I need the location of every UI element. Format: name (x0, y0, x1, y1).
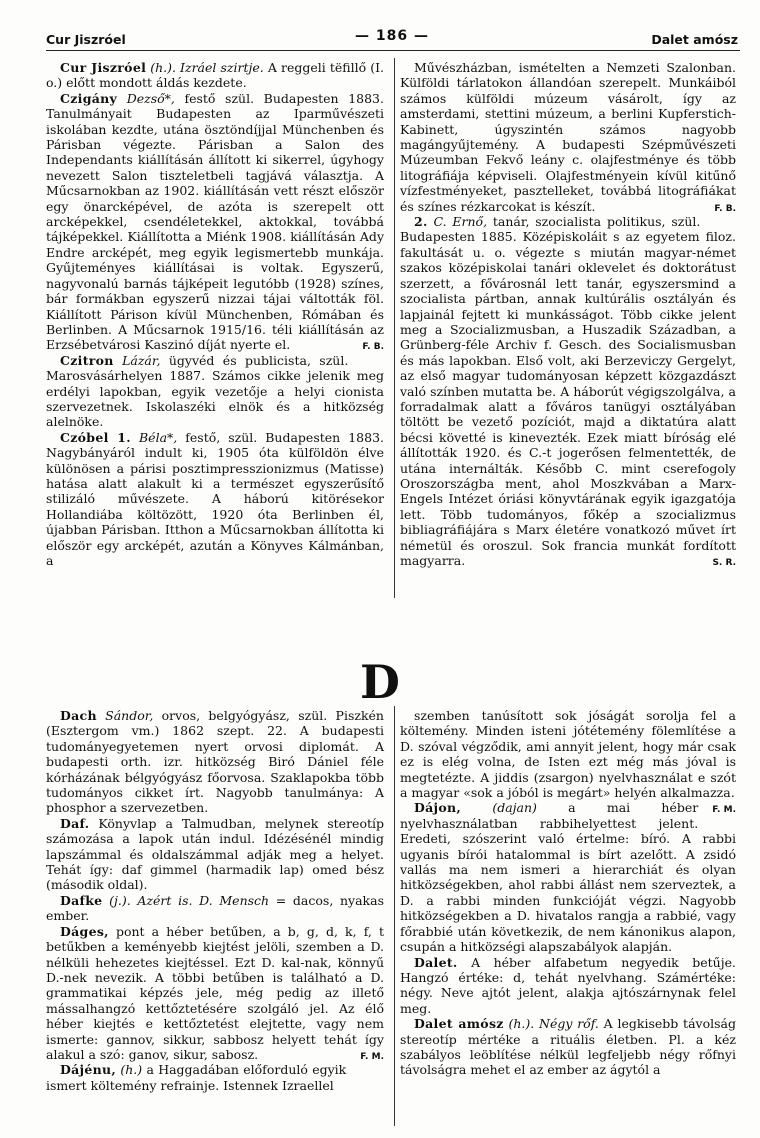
section-letter: D (360, 655, 400, 709)
entry-italic: (h.). Izráel szirtje. (150, 60, 264, 75)
entry-headword: 2. (414, 214, 428, 230)
dictionary-entry (46, 91, 384, 353)
entry-text: A héber alfabetum negyedik betűje. Hangzó értéke: d, tehát nyelvhang. Számértéke: négy. Neve ajtót jelent, alakja ajtószárnynak felel meg. (400, 954, 736, 1016)
dictionary-entry (400, 800, 736, 954)
entry-italic: Béla*, (138, 429, 178, 445)
entry-headword: Dájon, (414, 800, 462, 816)
dictionary-entry (400, 60, 736, 214)
column-divider-top (394, 58, 395, 598)
entry-text: = dacos, nyakas ember. (46, 892, 384, 924)
entry-text: Könyvlap a Talmudban, melynek stereotíp számozása a lapok után indul. Idézésénél mindig lapszámmal és oldalszámmal adják meg a helyet. Tehát így: daf gimmel (harmadik lap) omed bész (második oldal). (46, 815, 384, 893)
entry-headword: Czóbel 1. (60, 429, 131, 445)
entry-headword: Dalet. (414, 954, 458, 970)
column-bottom-left (46, 708, 384, 1093)
entry-text: a Haggadában előforduló egyik ismert költemény refrainje. Istennek Izraellel (46, 1062, 347, 1093)
dictionary-entry (46, 430, 384, 569)
entry-text: a mai héber nyelvhasználatban rabbihelyettest jelent. Eredeti, szószerint való értelme: bíró. A rabbi ugyanis bírói hatalommal is bírt azelőtt. A zsidó vallás ma nem ismeri a hierarchiát és olyan hitközségekben, ahol rabbi állást nem szerveztek, a D. a rabbi minden funkcióját végzi. Nagyobb hitközségekben a D. hivatalos rangja a rabbié, vagy főrabbié után következik, de nem kánonikus alapon, csupán a hitközségi alapszabályok alapján. (400, 800, 736, 955)
entry-text: orvos, belgyógyász, szül. Piszkén (Esztergom vm.) 1862 szept. 22. A budapesti tudományegyetemen nyert orvosi diplomát. A budapesti orth. izr. hitközség Biró Dániel féle kórházának bélgyógyász főorvosa. Szaklapokba több tudományos cikket írt. Nagyobb tanulmánya: A phosphor a szervezetben. (46, 708, 384, 816)
dictionary-entry (400, 1016, 736, 1078)
header-right-guideword: Dalet amósz (651, 32, 738, 47)
entry-text: festő szül. Budapesten 1883. Tanulmányait Budapesten az Iparművészeti iskolában kezdte, utána ösztöndíjjal Münchenben és Párisban végezte. Párisban a Salon des Independants kiállításán állított ki sikerrel, úgyhogy nevezett Salon tiszteletbeli tagjává választja. A Műcsarnokban az 1902. kiállításán vett részt először egy önarcképével, de azóta is szerepelt ott arcképekkel, csendéletekkel, aktokkal, továbbá tájképekkel. Kiállította a Miénk 1908. kiállításán Ady Endre arcképét, meg egyik legismertebb munkája. Gyűjteményes kiállításai is voltak. Egyszerű, nagyvonalú barnás tájképeit legutóbb (1928) színes, bár formákban egyszerű nizzai tájai váltották föl. Kiállított Párison kívül Münchenben, Rómában és Berlinben. A Műcsarnok 1915/16. téli kiállításán az Erzsébetvárosi Kaszinó díját nyerte el. (46, 90, 384, 353)
dictionary-entry (46, 893, 384, 924)
dictionary-entry (46, 816, 384, 893)
entry-italic: (h.). Négy rőf. (508, 1016, 599, 1032)
column-divider-bottom (394, 706, 395, 1126)
entry-signature: S. R. (712, 558, 736, 568)
entry-headword: Dafke (60, 892, 103, 908)
entry-text: festő, szül. Budapesten 1883. Nagybányáról indult ki, 1905 óta külföldön élve különösen a párisi posztimpresszionizmus (Matisse) hatása alatt alakult ki a természet egyszerűsítő stilizáló művészete. A háború kitörésekor Hollandiába költözött, 1920 óta Berlinben él, újabban Párisban. Itthon a Műcsarnokban állította ki először egy arcképét, azután a Könyves Kálmánban, a (46, 429, 385, 568)
dictionary-entry (46, 924, 384, 1063)
header-rule (46, 50, 740, 51)
entry-text: Művészházban, ismételten a Nemzeti Szalonban. Külföldi tárlatokon állandóan szerepelt. Munkáiból számos külföldi múzeum vásárolt, így az amsterdami, stettini múzeum, a berlini Kupferstich-Kabinett, úgyszintén számos nagyobb magángyűjtemény. A budapesti Szépművészeti Múzeumban Fekvő leány c. olajfestménye és több litográfiája képviseli. Olajfestményein kívül kitűnő vízfestményeket, pasztelleket, továbbá litográfiákat és színes rézkarcokat is készít. (400, 60, 736, 214)
entry-text: tanár, szocialista politikus, szül. Budapesten 1885. Középiskoláit s az egyetem filoz. fakultását u. o. végezte s miután magyar-német szakos középiskolai tanári oklevelet és doktorátust szerzett, a fővárosnál lett tanár, egyszersmind a szocialista pártban, annak kultúrális osztályán és lapjainál fejtett ki munkásságot. Több cikke jelent meg a Szocializmusban, a Huszadik Században, a Grünberg-féle Archiv f. Gesch. des Socialismusban és más lapokban. Első volt, aki Berzeviczy Gergelyt, az első magyar tudományosan képzett közgazdászt való színben mutatta be. A háborút végigszolgálva, a forradalmak alatt a főváros tanügyi osztályában töltött be vezető pozíciót, majd a diktatúra alatt bécsi követté is kinevezték. Ezek miatt bíróság elé állították 1920. és C.-t jogerősen felmentették, de utána internálták. Később C. mint cserefogoly Oroszországba ment, ahol Moszkvában a Marx-Engels Intézet óriási könyvtárának egyik igazgatója lett. Több tudományos, főkép a szocializmus bibliagráfiájára s Marx életére vonatkozó művet írt németül és oroszul. Sok francia munkát fordított magyarra. (400, 214, 736, 568)
dictionary-entry (46, 1062, 384, 1093)
entry-text: A legkisebb távolság stereotíp mértéke a rituális életben. Pl. a kéz szabályos leöblítése nélkül legfeljebb négy rőfnyi távolságra mehet el az ember az ágytól a (400, 1016, 736, 1078)
dictionary-entry (46, 353, 384, 430)
entry-signature: F. M. (712, 805, 736, 816)
column-top-right (400, 60, 736, 571)
header-left-guideword: Cur Jiszróel (46, 32, 126, 47)
entry-headword: Dalet amósz (414, 1016, 504, 1032)
entry-italic: Dezső*, (126, 90, 175, 106)
entry-headword: Czitron (60, 352, 114, 368)
page-header (46, 28, 738, 48)
entry-signature: F. B. (714, 203, 736, 214)
column-top-left (46, 60, 384, 568)
entry-italic: (j.). Azért is. D. Mensch (109, 892, 270, 908)
entry-headword: Daf. (60, 815, 90, 831)
entry-signature: F. B. (362, 342, 384, 353)
entry-text: szemben tanúsított sok jóságát sorolja fel a költemény. Minden isteni jótétemény fölemlítése a D. szóval végződik, ami annyit jelent, hogy már csak ez is elég volna, de Isten ezt még más jóval is megtetézte. A jiddis (zsargon) nyelvhasználat e szót a magyar «sok a jóból is megárt» helyén alkalmazza. (400, 708, 736, 801)
entry-headword: Dáges, (60, 923, 109, 939)
entry-headword: Cur Jiszróel (60, 60, 147, 75)
entry-headword: Czigány (60, 90, 118, 106)
entry-text: A reggeli tëfillő (I. o.) előtt mondott áldás kezdete. (46, 60, 384, 91)
dictionary-entry (400, 955, 736, 1017)
entry-signature: F. M. (360, 1051, 384, 1062)
entry-headword: Dájénu, (60, 1062, 117, 1078)
entry-italic: (dajan) (492, 800, 537, 816)
page-number: — 186 — (355, 28, 429, 44)
entry-italic: (h.) (120, 1062, 143, 1078)
entry-headword: Dach (60, 708, 97, 723)
dictionary-entry (400, 214, 736, 568)
column-bottom-right (400, 708, 736, 1078)
entry-text: ügyvéd és publicista, szül. Marosvásárhelyen 1887. Számos cikke jelenik meg erdélyi lapokban, egyik vezetője a helyi cionista szervezetnek. Iskolaszéki elnök és a hitközség alelnöke. (46, 352, 384, 430)
entry-text: pont a héber betűben, a b, g, d, k, f, t betűkben a keményebb kiejtést jelöli, szemben a D. nélküli hehezetes kiejtéssel. Ezt D. kal-nak, könnyű D.-nek nevezik. A többi betűben is található a D. grammatikai képzés jele, még pedig az illető mássalhangzó kettőztetésére szolgáló jel. Az élő héber kiejtés e kettőztetést elejtette, vagy nem ismerte: gannov, sikkur, sabbosz helyett tehát így alakul a szó: ganov, sikur, sabosz. (46, 923, 384, 1062)
dictionary-entry (46, 60, 384, 91)
entry-italic: Sándor, (105, 708, 154, 723)
dictionary-entry (46, 708, 384, 816)
entry-italic: C. Ernő, (433, 214, 488, 230)
entry-italic: Lázár, (122, 352, 161, 368)
